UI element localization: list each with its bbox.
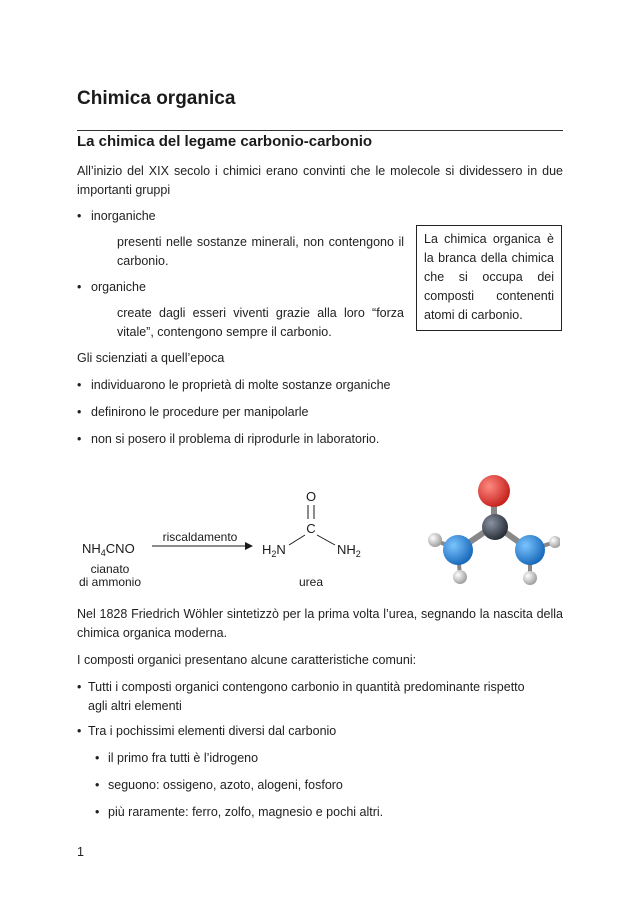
feature-point: • Tra i pochissimi elementi diversi dal carbonio: [77, 722, 563, 741]
arrow-head-icon: [245, 542, 253, 550]
group-name: organiche: [91, 280, 146, 294]
carbon-atom: [482, 514, 508, 540]
product-name: urea: [298, 575, 324, 589]
scientists-point: • individuarono le proprietà di molte sostanze organiche: [77, 376, 391, 395]
bullet-dot: •: [77, 378, 82, 392]
urea-synthesis-reaction: [77, 475, 377, 595]
organiche-description: create dagli esseri viventi grazie alla loro “forza vitale”, contengono sempre il carbonio.: [117, 306, 404, 339]
sub-point: • seguono: ossigeno, azoto, alogeni, fosforo: [95, 776, 343, 795]
hydrogen-atom: [428, 533, 442, 547]
urea-right-amine: $NH_2$: [337, 542, 361, 559]
oxygen-atom: [478, 475, 510, 507]
sub-point: • il primo fra tutti è l’idrogeno: [95, 749, 258, 768]
bullet-dot: •: [95, 778, 100, 792]
bullet-dot: •: [95, 805, 100, 819]
hydrogen-atom: [453, 570, 467, 584]
reactant-name-line1: cianato: [90, 562, 130, 576]
inorganiche-description: presenti nelle sostanze minerali, non contengono il carbonio.: [117, 235, 404, 268]
scientists-point: • non si posero il problema di riprodurle in laboratorio.: [77, 430, 379, 449]
sub-point: • più raramente: ferro, zolfo, magnesio e pochi altri.: [95, 803, 383, 822]
scientists-intro: Gli scienziati a quell’epoca: [77, 351, 225, 365]
reactant-formula: $NH_4CNO$: [82, 541, 135, 558]
nitrogen-atom: [515, 535, 545, 565]
feature-point: • Tutti i composti organici contengono carbonio in quantità predominante rispetto agli altri elementi: [77, 680, 525, 713]
group-name: inorganiche: [91, 209, 156, 223]
scientists-point: • definirono le procedure per manipolarle: [77, 403, 309, 422]
urea-carbon-label: C: [306, 521, 316, 536]
urea-left-amine: $H_2N$: [262, 542, 286, 559]
features-intro: I composti organici presentano alcune caratteristiche comuni:: [77, 653, 417, 667]
title-divider: [77, 130, 563, 131]
reactant-name-line2: di ammonio: [78, 575, 142, 589]
urea-oxygen-label: O: [305, 489, 317, 504]
bullet-inorganiche: [77, 207, 156, 226]
bullet-organiche: [77, 278, 146, 297]
definition-box: La chimica organica è la branca della chimica che si occupa dei composti contenenti atomi di carbonio.: [416, 225, 562, 331]
section-heading: La chimica del legame carbonio-carbonio: [77, 133, 373, 150]
bullet-dot: •: [77, 680, 82, 694]
bullet-dot: •: [77, 209, 82, 223]
hydrogen-atom: [549, 536, 560, 548]
bullet-dot: •: [95, 751, 100, 765]
page-number: 1: [77, 845, 84, 859]
bullet-dot: •: [77, 405, 82, 419]
page-title: Chimica organica: [77, 88, 236, 109]
arrow-label: riscaldamento: [162, 530, 238, 544]
urea-molecule-model: [420, 465, 560, 595]
intro-paragraph: All’inizio del XIX secolo i chimici erano convinti che le molecole si dividessero in due importanti gruppi: [77, 164, 563, 197]
hydrogen-atom: [523, 571, 537, 585]
bullet-dot: •: [77, 280, 82, 294]
wohler-paragraph: Nel 1828 Friedrich Wöhler sintetizzò per la prima volta l’urea, segnando la nascita della chimica organica moderna.: [77, 607, 563, 640]
nitrogen-atom: [443, 535, 473, 565]
bullet-dot: •: [77, 432, 82, 446]
bullet-dot: •: [77, 724, 82, 738]
